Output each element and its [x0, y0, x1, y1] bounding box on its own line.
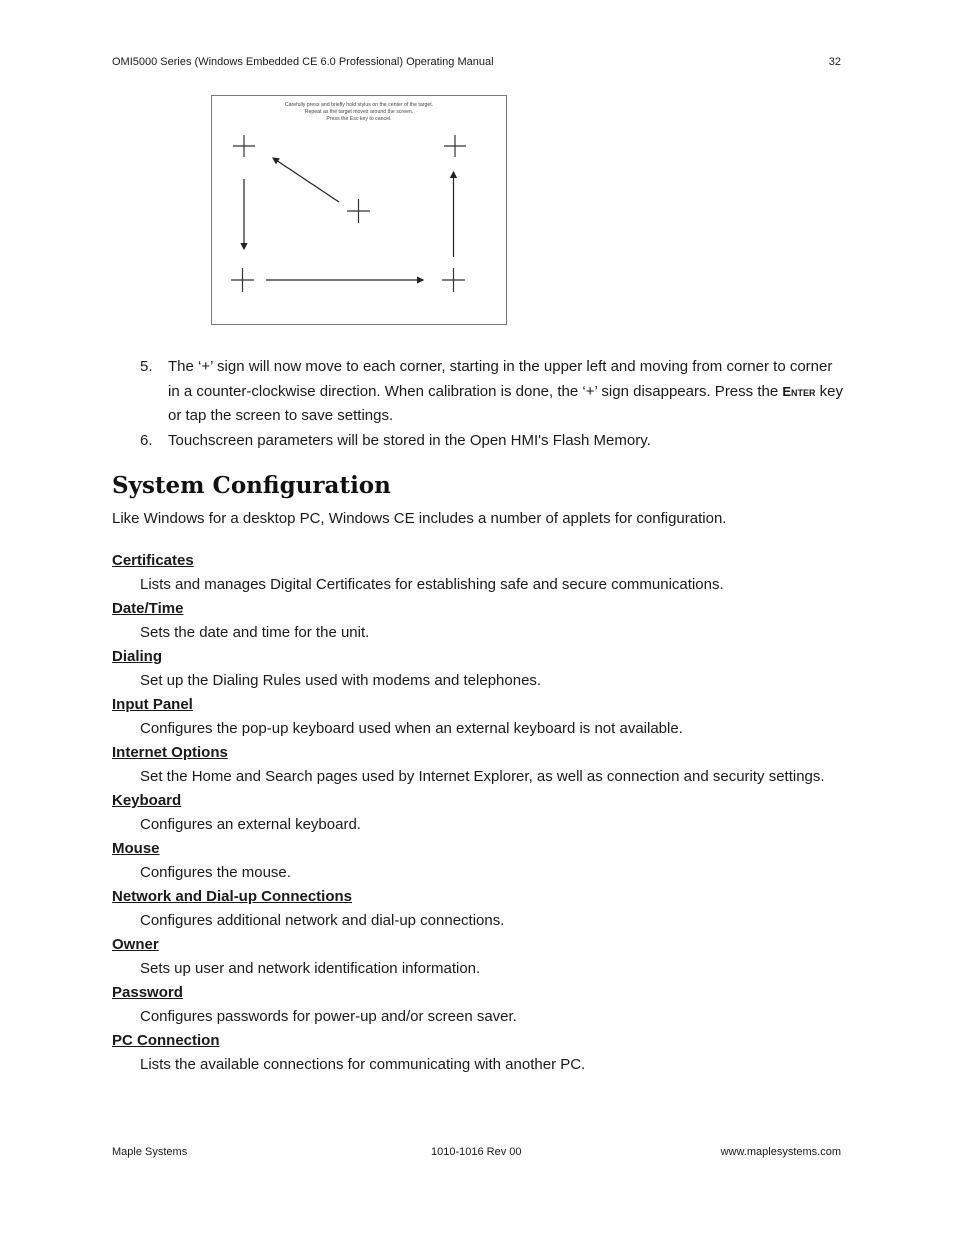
step-6 — [140, 429, 845, 454]
applet-name: Keyboard — [112, 792, 182, 809]
page-number: 32 — [828, 56, 841, 68]
calibration-instruction-line-3: Press the Esc key to cancel. — [326, 116, 392, 122]
applet-name: Network and Dial-up Connections — [112, 888, 353, 905]
section-intro: Like Windows for a desktop PC, Windows CE includes a number of applets for configuration. — [112, 510, 727, 527]
footer-revision: 1010-1016 Rev 00 — [431, 1146, 522, 1158]
applet-description: Set the Home and Search pages used by Internet Explorer, as well as connection and security settings. — [140, 768, 825, 785]
applet-description: Sets the date and time for the unit. — [140, 624, 370, 641]
applet-name: PC Connection — [112, 1032, 220, 1049]
applet-description: Configures the mouse. — [140, 864, 291, 881]
applet-name: Owner — [112, 936, 159, 953]
footer-company: Maple Systems — [112, 1146, 188, 1158]
step-text: Touchscreen parameters will be stored in the Open HMI's Flash Memory. — [168, 431, 651, 449]
applet-description: Set up the Dialing Rules used with modems and telephones. — [140, 672, 542, 689]
step-number: 5. — [140, 358, 153, 375]
calibration-figure — [211, 95, 507, 325]
section-title: System Configuration — [112, 472, 391, 499]
applet-description: Lists the available connections for communicating with another PC. — [140, 1056, 586, 1073]
enter-key-label: Enter — [782, 383, 816, 399]
applet-description: Lists and manages Digital Certificates for establishing safe and secure communications. — [140, 576, 724, 593]
applet-list — [112, 549, 842, 1077]
step-text-before: The ‘+’ sign will now move to each corner, starting in the upper left and moving from corner to corner in a counter-clockwise direction. When calibration is done, the ‘+’ sign disappears. Press the — [168, 358, 833, 400]
applet-name: Internet Options — [112, 744, 228, 761]
calibration-instruction-line-1: Carefully press and briefly hold stylus on the center of the target. — [284, 102, 434, 108]
applet-description: Sets up user and network identification information. — [140, 960, 481, 977]
applet-description: Configures additional network and dial-up connections. — [140, 912, 505, 929]
applet-description: Configures the pop-up keyboard used when an external keyboard is not available. — [140, 720, 683, 737]
calibration-instruction-line-2: Repeat as the target moves around the screen. — [304, 109, 414, 115]
applet-name: Dialing — [112, 648, 163, 665]
step-number: 6. — [140, 431, 153, 449]
applet-name: Password — [112, 984, 183, 1001]
applet-name: Mouse — [112, 840, 160, 857]
calibration-steps — [140, 355, 845, 453]
applet-description: Configures passwords for power-up and/or screen saver. — [140, 1008, 517, 1025]
applet-name: Certificates — [112, 552, 194, 569]
calibration-screen-image — [211, 95, 507, 325]
header-title: OMI5000 Series (Windows Embedded CE 6.0 Professional) Operating Manual — [112, 56, 494, 68]
applet-name: Date/Time — [112, 600, 184, 617]
applet-name: Input Panel — [112, 696, 193, 713]
step-text-after: key or tap the screen to save settings. — [168, 382, 844, 424]
step-5 — [140, 355, 845, 429]
applet-description: Configures an external keyboard. — [140, 816, 361, 833]
footer-website: www.maplesystems.com — [720, 1146, 841, 1158]
